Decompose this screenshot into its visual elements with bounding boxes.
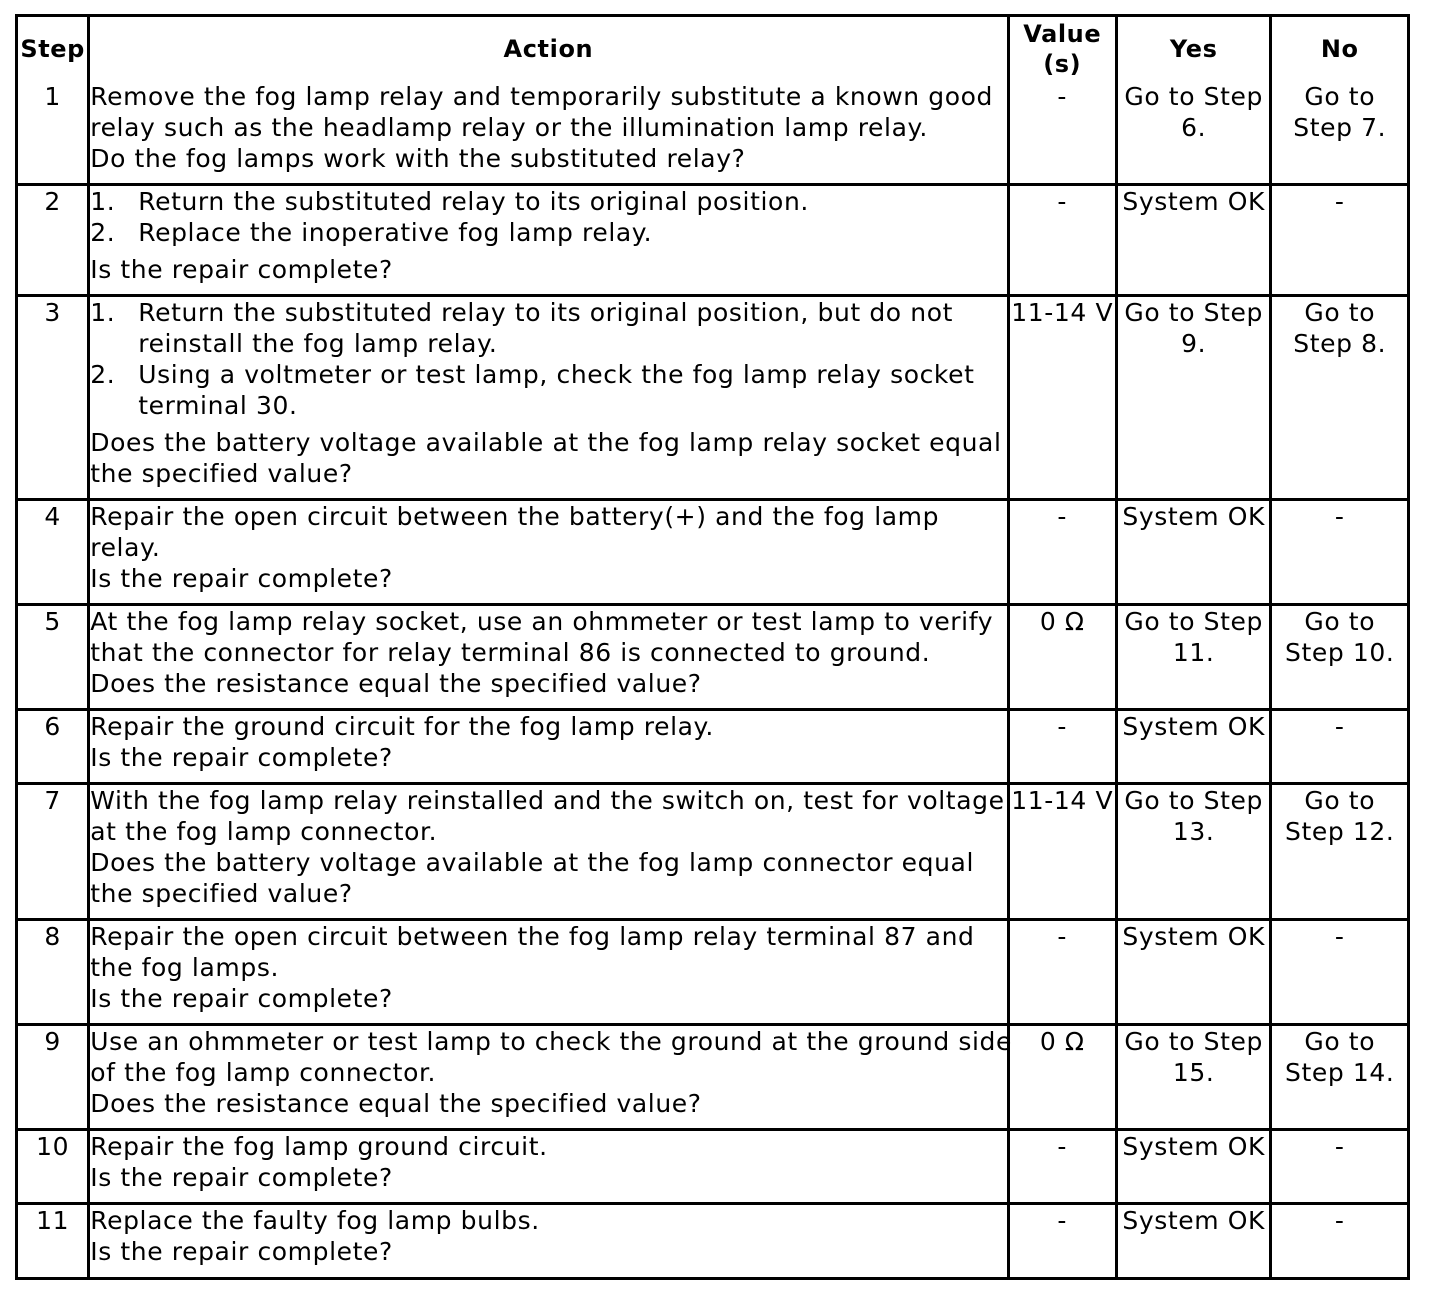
- action-line: Repair the fog lamp ground circuit.: [90, 1132, 548, 1161]
- action-question: Is the repair complete?: [90, 984, 393, 1013]
- sub-step: 2. Replace the inoperative fog lamp relay.: [90, 218, 653, 247]
- step-number: 11: [18, 1205, 90, 1277]
- step-number: 2: [18, 186, 90, 297]
- action-question: Is the repair complete?: [90, 255, 393, 284]
- table-row: [18, 501, 1407, 606]
- action-cell: [90, 1205, 1009, 1277]
- step-number: 10: [18, 1131, 90, 1205]
- sub-step: 1. Return the substituted relay to its original position, but do not reinstall the fog lamp relay.: [90, 298, 953, 358]
- action-cell: [90, 501, 1009, 606]
- yes-cell: Go to Step 6.: [1118, 81, 1273, 186]
- action-question: Is the repair complete?: [90, 1163, 393, 1192]
- action-question: Do the fog lamps work with the substituted relay?: [90, 144, 746, 173]
- header-row: [18, 17, 1407, 81]
- value-cell: 0 Ω: [1010, 1026, 1118, 1131]
- yes-cell: System OK: [1118, 711, 1273, 785]
- header-step: Step: [18, 17, 90, 81]
- step-number: 6: [18, 711, 90, 785]
- value-cell: -: [1010, 711, 1118, 785]
- step-number: 8: [18, 921, 90, 1026]
- action-question: Does the battery voltage available at the fog lamp relay socket equal the specified value?: [90, 428, 1002, 488]
- yes-cell: Go to Step 13.: [1118, 785, 1273, 921]
- action-line: Repair the ground circuit for the fog lamp relay.: [90, 712, 714, 741]
- no-cell: Go to Step 7.: [1272, 81, 1407, 186]
- action-cell: [90, 606, 1009, 711]
- value-cell: -: [1010, 81, 1118, 186]
- table-row: [18, 1205, 1407, 1277]
- diagnostic-table: [15, 14, 1410, 1280]
- action-question: Does the resistance equal the specified value?: [90, 669, 702, 698]
- header-no: No: [1272, 17, 1407, 81]
- step-number: 9: [18, 1026, 90, 1131]
- sub-step-list: [90, 297, 1006, 421]
- value-cell: -: [1010, 1131, 1118, 1205]
- header-value: Value (s): [1010, 17, 1118, 81]
- no-cell: Go to Step 8.: [1272, 297, 1407, 501]
- table-row: [18, 785, 1407, 921]
- value-cell: -: [1010, 1205, 1118, 1277]
- action-line: the fog lamps.: [90, 953, 279, 982]
- action-line: relay.: [90, 533, 161, 562]
- header-action: Action: [90, 17, 1009, 81]
- header-yes: Yes: [1118, 17, 1273, 81]
- action-question: Is the repair complete?: [90, 1237, 393, 1266]
- yes-cell: Go to Step 9.: [1118, 297, 1273, 501]
- sub-step: 2. Using a voltmeter or test lamp, check the fog lamp relay socket terminal 30.: [90, 360, 975, 420]
- no-cell: -: [1272, 186, 1407, 297]
- no-cell: Go to Step 14.: [1272, 1026, 1407, 1131]
- action-line: Repair the open circuit between the battery(+) and the fog lamp: [90, 502, 940, 531]
- no-cell: -: [1272, 711, 1407, 785]
- table-row: [18, 606, 1407, 711]
- action-line: at the fog lamp connector.: [90, 817, 438, 846]
- yes-cell: System OK: [1118, 921, 1273, 1026]
- action-cell: [90, 186, 1009, 297]
- yes-cell: Go to Step 15.: [1118, 1026, 1273, 1131]
- action-line: Replace the faulty fog lamp bulbs.: [90, 1206, 540, 1235]
- action-cell: [90, 1026, 1012, 1131]
- no-cell: -: [1272, 1205, 1407, 1277]
- action-line: Repair the open circuit between the fog lamp relay terminal 87 and: [90, 922, 975, 951]
- action-cell: [90, 785, 1009, 921]
- table-row: [18, 297, 1407, 501]
- no-cell: -: [1272, 501, 1407, 606]
- action-line: relay such as the headlamp relay or the illumination lamp relay.: [90, 113, 928, 142]
- no-cell: Go to Step 12.: [1272, 785, 1407, 921]
- yes-cell: System OK: [1118, 1205, 1273, 1277]
- action-line: Use an ohmmeter or test lamp to check the ground at the ground side: [90, 1027, 1012, 1056]
- action-line: With the fog lamp relay reinstalled and the switch on, test for voltage: [90, 786, 1005, 815]
- step-number: 7: [18, 785, 90, 921]
- action-line: Remove the fog lamp relay and temporarily substitute a known good: [90, 82, 994, 111]
- step-number: 4: [18, 501, 90, 606]
- action-line: of the fog lamp connector.: [90, 1058, 437, 1087]
- value-cell: -: [1010, 186, 1118, 297]
- value-cell: -: [1010, 921, 1118, 1026]
- action-cell: [90, 297, 1009, 501]
- no-cell: Go to Step 10.: [1272, 606, 1407, 711]
- action-question: Does the resistance equal the specified value?: [90, 1089, 702, 1118]
- step-number: 3: [18, 297, 90, 501]
- sub-step-list: [90, 186, 1006, 248]
- action-line: At the fog lamp relay socket, use an ohmmeter or test lamp to verify: [90, 607, 994, 636]
- action-cell: [90, 921, 1009, 1026]
- table-row: [18, 711, 1407, 785]
- action-question: Is the repair complete?: [90, 564, 393, 593]
- step-number: 1: [18, 81, 90, 186]
- table-row: [18, 921, 1407, 1026]
- table-row: [18, 81, 1407, 186]
- table-row: [18, 1026, 1407, 1131]
- no-cell: -: [1272, 1131, 1407, 1205]
- yes-cell: System OK: [1118, 186, 1273, 297]
- value-cell: -: [1010, 501, 1118, 606]
- action-cell: [90, 711, 1009, 785]
- yes-cell: System OK: [1118, 1131, 1273, 1205]
- action-cell: [90, 81, 1009, 186]
- action-question: Is the repair complete?: [90, 743, 393, 772]
- yes-cell: Go to Step 11.: [1118, 606, 1273, 711]
- action-question: Does the battery voltage available at the fog lamp connector equal the specified value?: [90, 848, 974, 908]
- sub-step: 1. Return the substituted relay to its original position.: [90, 187, 809, 216]
- value-cell: 11-14 V: [1010, 785, 1118, 921]
- no-cell: -: [1272, 921, 1407, 1026]
- table-row: [18, 1131, 1407, 1205]
- value-cell: 11-14 V: [1010, 297, 1118, 501]
- action-line: that the connector for relay terminal 86 is connected to ground.: [90, 638, 931, 667]
- yes-cell: System OK: [1118, 501, 1273, 606]
- value-cell: 0 Ω: [1010, 606, 1118, 711]
- table-row: [18, 186, 1407, 297]
- action-cell: [90, 1131, 1009, 1205]
- step-number: 5: [18, 606, 90, 711]
